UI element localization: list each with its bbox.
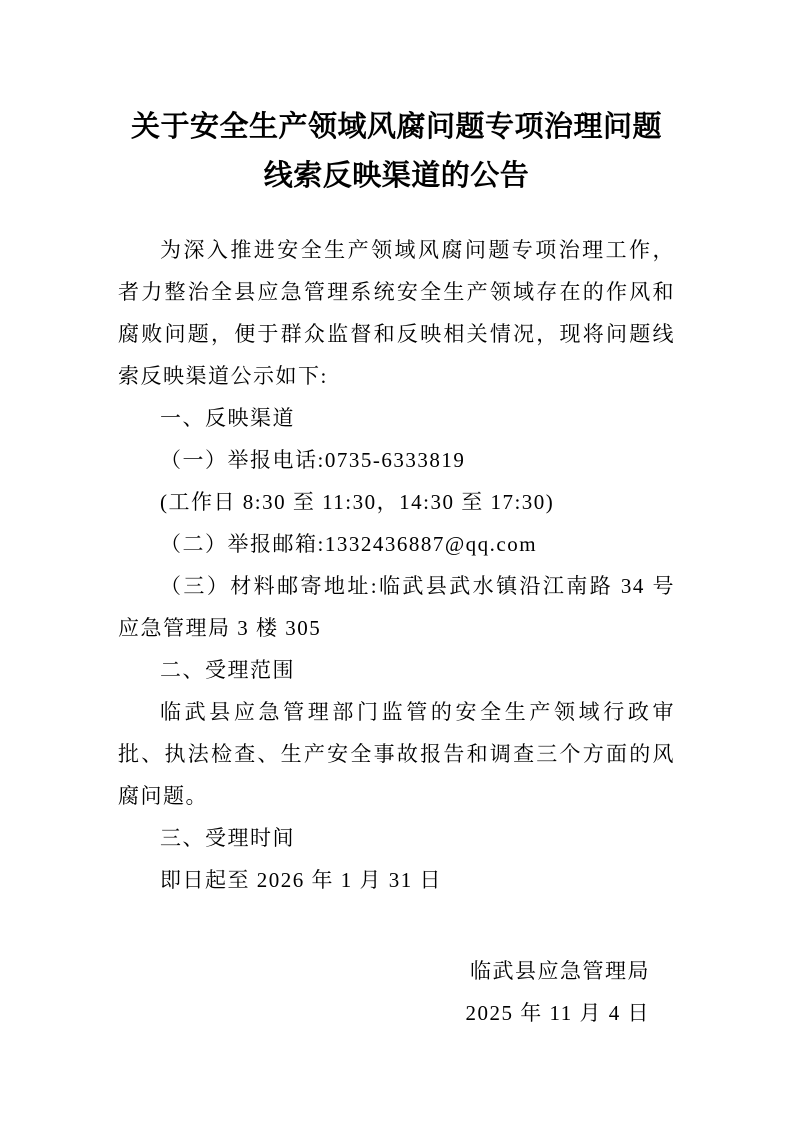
body-paragraph-9: 三、受理时间 [160,826,295,850]
body-paragraph-1: 为深入推进安全生产领域风腐问题专项治理工作，者力整治全县应急管理系统安全生产领域存在的作风和腐败问题，便于群众监督和反映相关情况，现将问题线索反映渠道公示如下: [118,238,675,388]
document-title-line-1: 关于安全生产领域风腐问题专项治理问题 [130,111,662,143]
body-paragraph-8: 临武县应急管理部门监管的安全生产领域行政审批、执法检查、生产安全事故报告和调查三个方面的风腐问题。 [118,700,675,808]
signature-date: 2025 年 11 月 4 日 [465,1001,650,1025]
body-paragraph-7: 二、受理范围 [160,658,295,682]
body-paragraph-2: 一、反映渠道 [160,406,295,430]
body-paragraph-5: （二）举报邮箱:1332436887@qq.com [160,532,538,556]
body-paragraph-6: （三）材料邮寄地址:临武县武水镇沿江南路 34 号应急管理局 3 楼 305 [118,574,675,640]
body-paragraph-3: （一）举报电话:0735-6333819 [160,448,466,472]
body-paragraph-10: 即日起至 2026 年 1 月 31 日 [160,868,442,892]
document-title-line-2: 线索反映渠道的公告 [263,160,530,192]
document-body [118,229,675,901]
signature-block [118,950,675,1034]
body-paragraph-4: (工作日 8:30 至 11:30，14:30 至 17:30) [160,490,555,514]
signature-org: 临武县应急管理局 [470,959,650,983]
document-title [118,103,675,201]
